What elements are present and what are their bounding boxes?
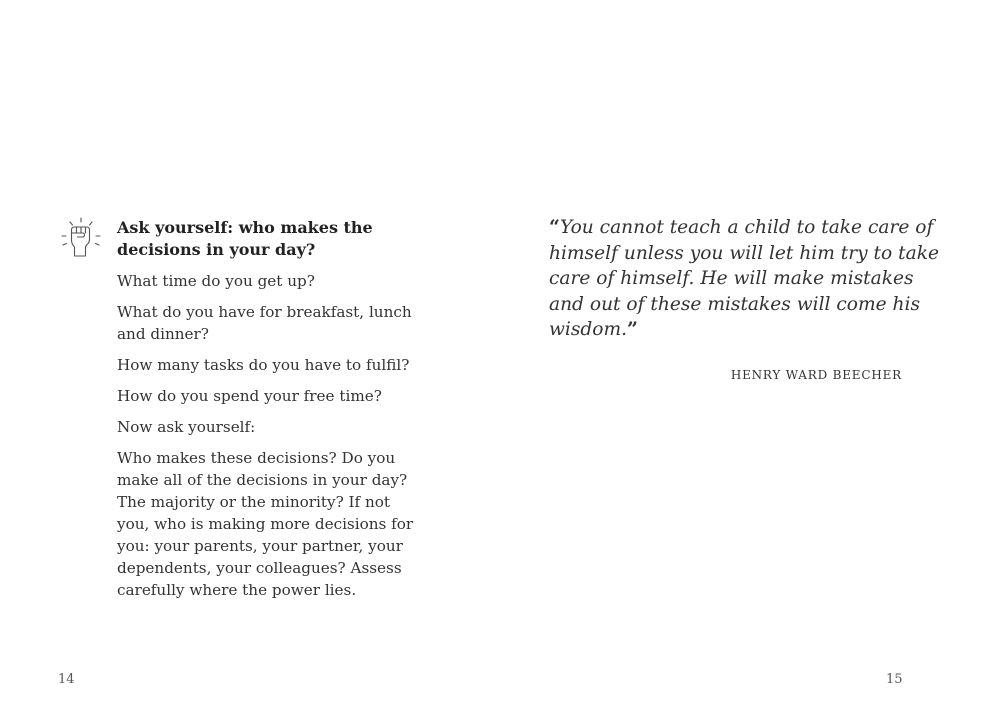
close-quote-mark: ” xyxy=(627,318,638,340)
question-meals: What do you have for breakfast, lunch and dinner? xyxy=(117,303,412,343)
decisions-paragraph: Who makes these decisions? Do you make all of the decisions in your day? The majority or the minority? If not you, who is making more decisions for you: your parents, your partner, your dependents, your colleagues? Assess carefully where the power lies. xyxy=(117,449,414,599)
quote-text: You cannot teach a child to take care of himself unless you will let him try to take care of himself. He will make mistakes and out of these mistakes will come his wisdom. xyxy=(549,217,939,340)
question-wake-time: What time do you get up? xyxy=(117,272,315,290)
quote xyxy=(549,215,949,343)
quote-attribution: HENRY WARD BEECHER xyxy=(730,368,902,382)
reflection-prompt xyxy=(117,217,417,610)
question-tasks: How many tasks do you have to fulfil? xyxy=(117,356,410,374)
prompt-heading: Ask yourself: who makes the decisions in your day? xyxy=(117,218,373,259)
page-number-left: 14 xyxy=(58,672,75,687)
question-free-time: How do you spend your free time? xyxy=(117,387,382,405)
open-quote-mark: “ xyxy=(549,216,560,238)
raised-fist-icon xyxy=(56,216,106,262)
right-page xyxy=(500,0,1000,714)
now-ask-yourself: Now ask yourself: xyxy=(117,418,256,436)
page-number-right: 15 xyxy=(886,672,903,687)
